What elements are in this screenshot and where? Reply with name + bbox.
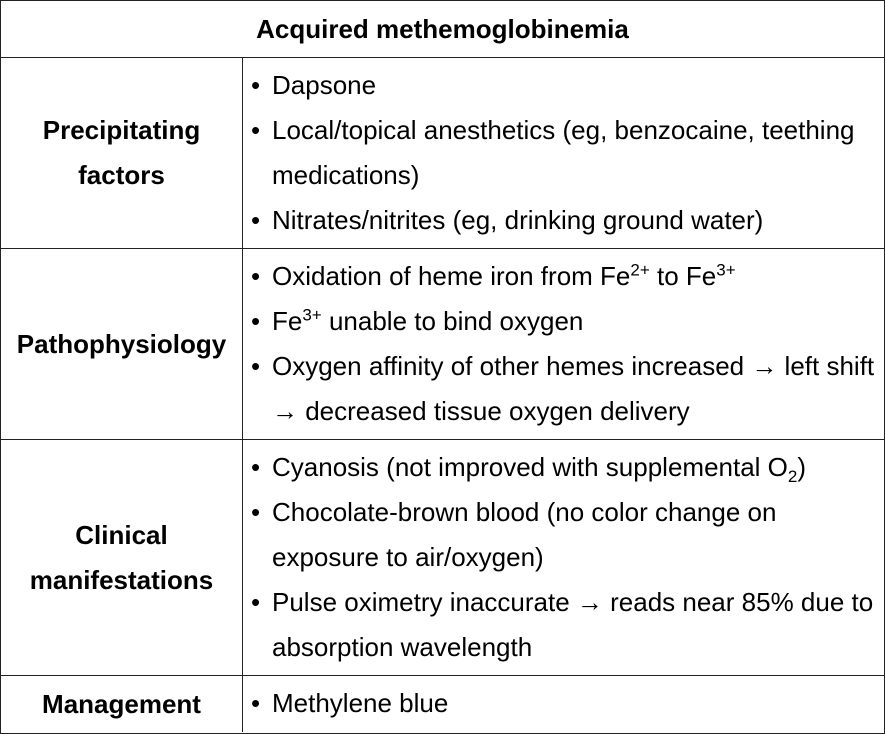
list-item: • Oxygen affinity of other hemes increased → left shift → decreased tissue oxygen delivery [243, 344, 884, 434]
list-item [243, 254, 884, 299]
row-label [1, 249, 243, 439]
superscript: 3+ [302, 305, 322, 325]
row-label-line: manifestations [29, 564, 214, 595]
item-text: Cyanosis (not improved with supplemental O [272, 452, 788, 482]
row-content [243, 676, 884, 732]
list-item: • Chocolate-brown blood (no color change on exposure to air/oxygen) [243, 490, 884, 580]
row-content [243, 440, 884, 675]
row-clinical-manifestations [1, 440, 884, 676]
list-item: • Dapsone [243, 63, 884, 108]
list-item [243, 299, 884, 344]
list-item: • Pulse oximetry inaccurate → reads near 85% due to absorption wavelength [243, 580, 884, 670]
row-pathophysiology [1, 249, 884, 440]
item-text: to Fe [649, 261, 717, 291]
row-label-line: Precipitating [42, 115, 201, 145]
superscript: 2+ [630, 260, 650, 280]
superscript: 3+ [716, 260, 736, 280]
row-management [1, 676, 884, 732]
item-text: unable to bind oxygen [321, 306, 584, 336]
row-label [1, 58, 243, 248]
subscript: 2 [787, 467, 798, 487]
row-precipitating-factors [1, 58, 884, 249]
row-content [243, 249, 884, 439]
row-label-line: Pathophysiology [16, 328, 227, 359]
row-label-line: Clinical [75, 519, 168, 550]
item-text: ) [797, 452, 807, 482]
row-content [243, 58, 884, 248]
row-label-line: Management [42, 688, 201, 719]
table-title: Acquired methemoglobinemia [1, 1, 884, 58]
row-label [1, 440, 243, 675]
row-label [1, 676, 243, 732]
list-item [243, 445, 884, 490]
list-item: • Nitrates/nitrites (eg, drinking ground water) [243, 198, 884, 243]
row-label-line: factors [78, 160, 165, 190]
list-item: • Local/topical anesthetics (eg, benzocaine, teething medications) [243, 108, 884, 198]
item-text: Fe [272, 306, 303, 336]
item-text: Oxidation of heme iron from Fe [272, 261, 631, 291]
list-item: • Methylene blue [243, 681, 884, 726]
